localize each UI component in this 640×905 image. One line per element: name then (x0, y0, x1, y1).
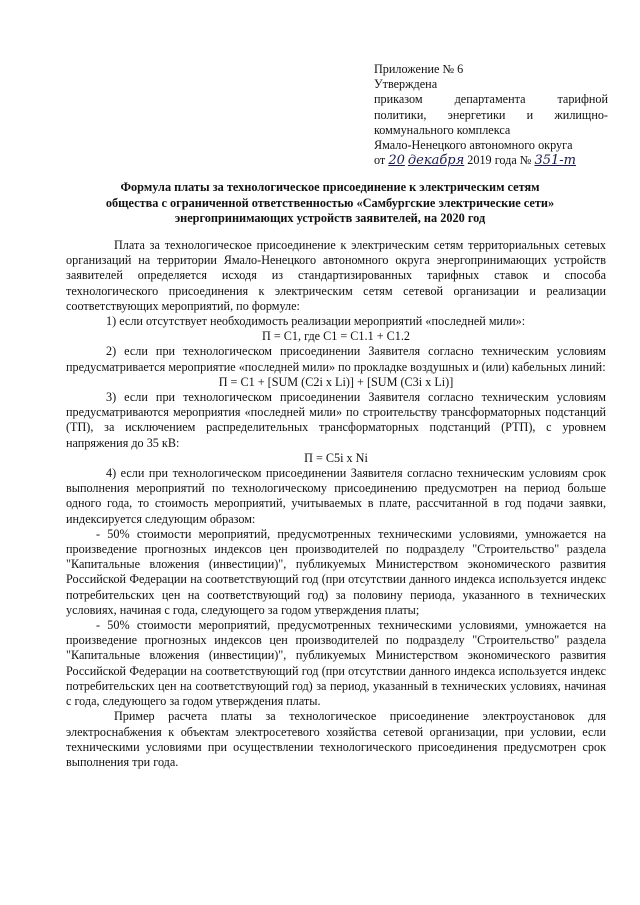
title-line: энергопринимающих устройств заявителей, на 2020 год (174, 211, 486, 225)
date-prefix: от (374, 153, 386, 168)
title-line: Формула платы за технологическое присоединение к электрическим сетям (120, 180, 540, 194)
appendix-number: Приложение № 6 (374, 62, 464, 76)
intro-paragraph: Плата за технологическое присоединение к электрическим сетям территориальных сетевых организаций на территории Ямало-Ненецкого автономного округа энергопринимающих устройств заявителей определяется исходя из стандартизированных тарифных ставок и способа технологического присоединения к электрическим сетям сетевой организации и реализации соответствующих мероприятий, по формуле: (66, 238, 606, 313)
handwritten-month: декабря (407, 153, 465, 169)
item-1: 1) если отсутствует необходимость реализации мероприятий «последней мили»: (106, 314, 526, 329)
example-paragraph: Пример расчета платы за технологическое присоединение электроустановок для электроснабжения к объектам электросетевого хозяйства сетевой организации, при условии, если техническими условиями при осуществлении технологического присоединения предусмотрен срок выполнения три года. (66, 709, 606, 769)
document-body (66, 238, 606, 770)
approval-line: коммунального комплекса (374, 122, 511, 137)
handwritten-day: 20 (388, 153, 405, 169)
approval-date-line (374, 153, 608, 168)
approval-line: приказом департамента тарифной (374, 92, 608, 107)
item-2: 2) если при технологическом присоединении Заявителя согласно техническим условиям предусматривается мероприятие «последней мили» по прокладке воздушных и (или) кабельных линий: (66, 344, 606, 374)
title-line: общества с ограниченной ответственностью «Самбургские электрические сети» (105, 195, 555, 210)
formula-3: П = C5i x Ni (304, 450, 368, 465)
item-4: 4) если при технологическом присоединении Заявителя согласно техническим условиям срок выполнения мероприятий по технологическому присоединению предусмотрен на период больше одного года, то стоимость мероприятий, учитываемых в плате, рассчитанной в год подачи заявки, индексируется следующим образом: (66, 466, 606, 526)
approved-label: Утверждена (374, 77, 438, 92)
handwritten-order-number: 351-т (534, 153, 577, 169)
formula-2: П = С1 + [SUM (C2i x Li)] + [SUM (C3i x Li)] (218, 374, 454, 389)
item-3: 3) если при технологическом присоединении Заявителя согласно техническим условиям предусматриваются мероприятия «последней мили» по строительству трансформаторных подстанций (ТП), за исключением распределительных трансформаторных подстанций (РТП), с уровнем напряжения до 35 кВ: (66, 390, 606, 450)
dash-item-1: - 50% стоимости мероприятий, предусмотренных техническими условиями, умножается на произведение прогнозных индексов цен производителей по подразделу "Строительство" раздела "Капитальные вложения (инвестиции)", публикуемых Министерством экономического развития Российской Федерации на соответствующий год (при отсутствии данного индекса используется индекс потребительских цен на соответствующий год) за половину периода, указанного в технических условиях, начиная с года, следующего за годом утверждения платы; (66, 526, 606, 617)
formula-1: П = С1, где С1 = С1.1 + С1.2 (261, 329, 411, 344)
date-year: 2019 года № (467, 153, 532, 168)
document-title (70, 180, 590, 227)
approval-line: Ямало-Ненецкого автономного округа (374, 138, 573, 153)
dash-item-2: - 50% стоимости мероприятий, предусмотренных техническими условиями, умножается на произведение прогнозных индексов цен производителей по подразделу "Строительство" раздела "Капитальные вложения (инвестиции)", публикуемых Министерством экономического развития Российской Федерации на соответствующий год (при отсутствии данного индекса используется индекс потребительских цен на соответствующий год) за период, указанный в технических условиях, начиная с года, следующего за годом утверждения платы. (66, 618, 606, 709)
approval-block (374, 62, 608, 168)
approval-line: политики, энергетики и жилищно- (374, 107, 608, 122)
